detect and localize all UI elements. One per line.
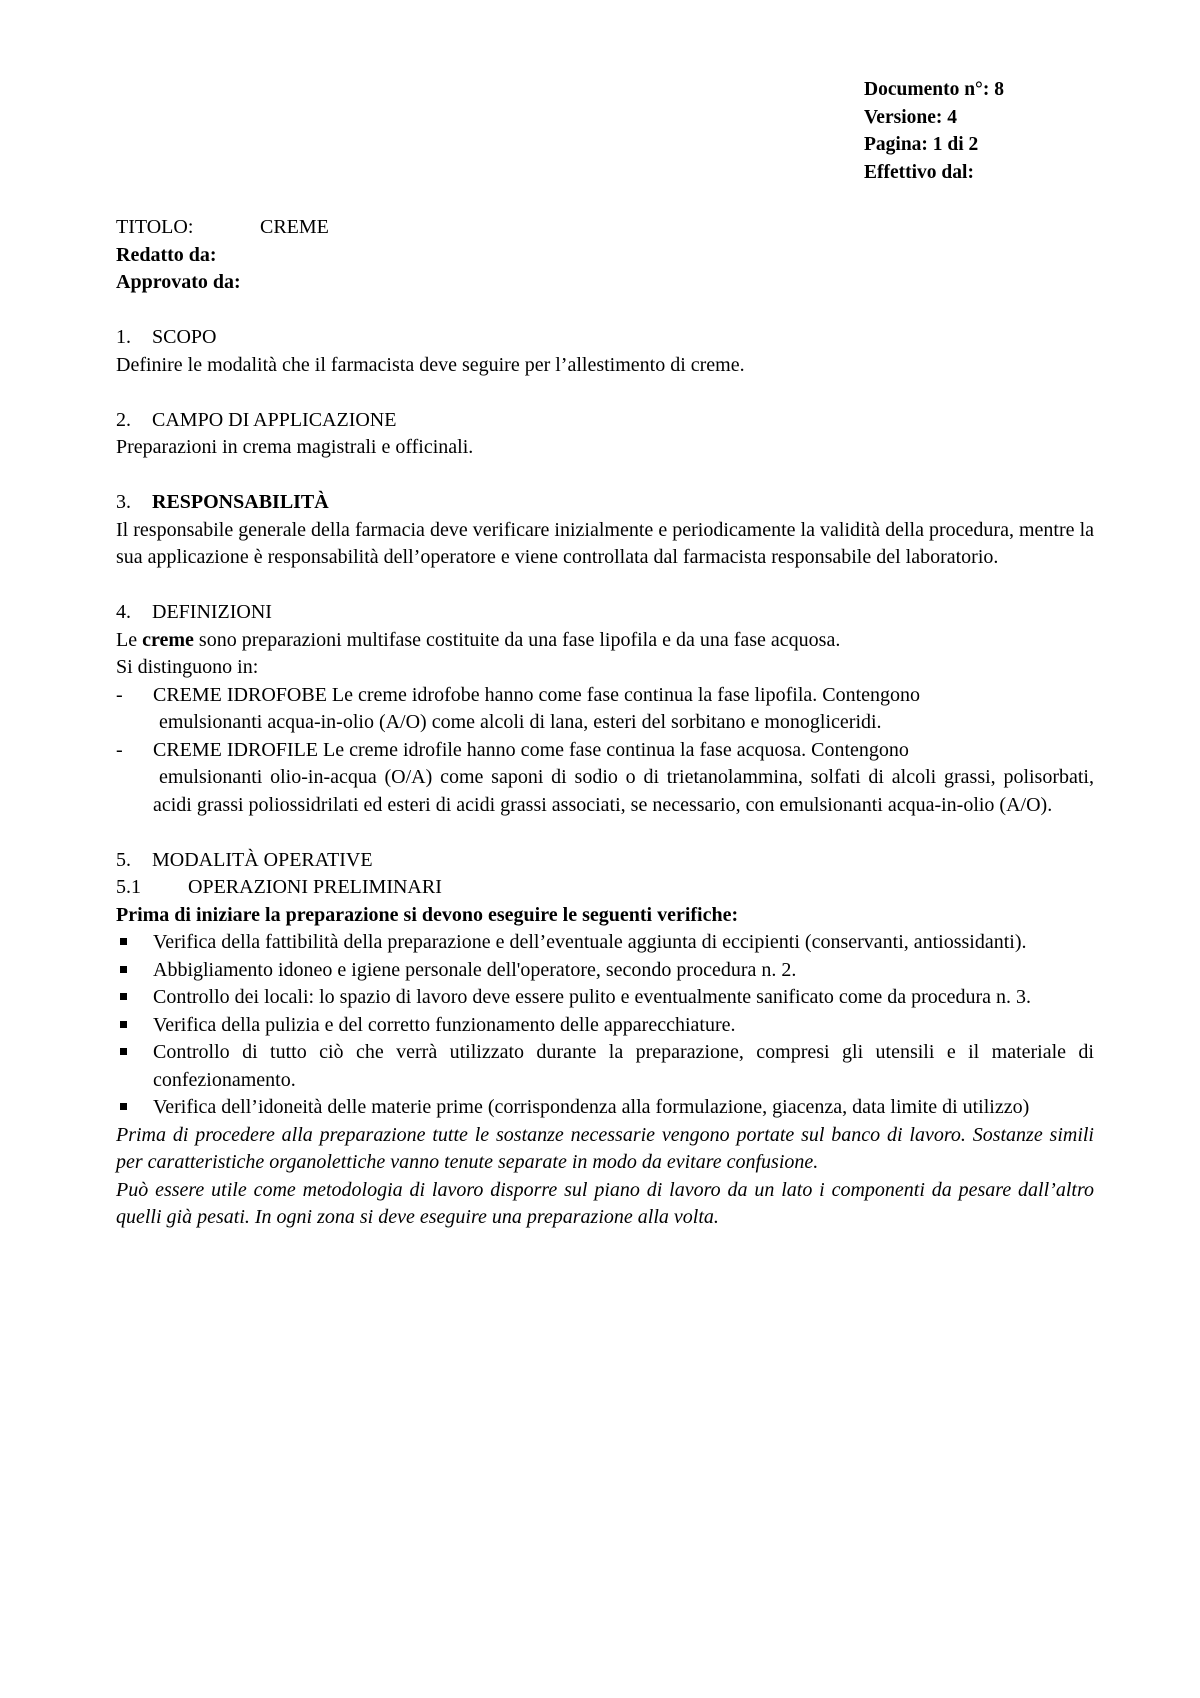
section-heading-campo — [116, 407, 1094, 435]
definizioni-intro: Le creme sono preparazioni multifase costituite da una fase lipofila e da una fase acquosa. — [116, 628, 841, 651]
section-number: 3. — [116, 491, 131, 513]
section-title: DEFINIZIONI — [152, 601, 272, 623]
square-bullet-icon — [120, 966, 127, 973]
title-label: TITOLO: — [116, 216, 194, 238]
title-value: CREME — [260, 216, 329, 238]
note-preparazione: Prima di procedere alla preparazione tutte le sostanze necessarie vengono portate sul banco di lavoro. Sostanze simili per caratteristiche organolettiche vanno tenute separate in modo da evitare confusione. — [116, 1123, 1094, 1173]
checks-list — [116, 929, 1094, 1122]
verifiche-lead: Prima di iniziare la preparazione si devono eseguire le seguenti verifiche: — [116, 903, 739, 926]
list-item: Verifica dell’idoneità delle materie prime (corrispondenza alla formulazione, giacenza, data limite di utilizzo) — [116, 1094, 1094, 1122]
section-text-campo: Preparazioni in crema magistrali e officinali. — [116, 436, 474, 458]
section-number: 5. — [116, 848, 131, 871]
section-number: 1. — [116, 326, 131, 348]
square-bullet-icon — [120, 1048, 127, 1055]
section-title: CAMPO DI APPLICAZIONE — [152, 408, 397, 431]
dash-bullet: - — [116, 738, 123, 761]
document-version: Versione: 4 — [864, 106, 957, 128]
section-number: 2. — [116, 408, 131, 431]
creme-types-list — [116, 682, 1094, 820]
section-heading-modalita — [116, 847, 1094, 875]
square-bullet-icon — [120, 938, 127, 945]
list-item: Abbigliamento idoneo e igiene personale dell'operatore, secondo procedura n. 2. — [116, 957, 1094, 985]
list-item: Controllo dei locali: lo spazio di lavoro deve essere pulito e eventualmente sanificato come da procedura n. 3. — [116, 984, 1094, 1012]
subsection-heading-preliminari — [116, 874, 1094, 902]
section-heading-definizioni — [116, 599, 1094, 627]
document-number: Documento n°: 8 — [864, 79, 1004, 100]
title-row — [116, 214, 1094, 242]
section-text-responsabilita: Il responsabile generale della farmacia deve verificare inizialmente e periodicamente la validità della procedura, mentre la sua applicazione è responsabilità dell’operatore e viene controllata dal farmacista responsabile del laboratorio. — [116, 518, 1094, 568]
redatto-label: Redatto da: — [116, 243, 217, 266]
section-title: SCOPO — [152, 326, 217, 348]
list-item: - CREME IDROFILE Le creme idrofile hanno come fase continua la fase acquosa. Contengono emulsionanti olio-in-acqua (O/A) come saponi di sodio o di trietanolammina, solfati di alcoli grassi, polisorbati, acidi grassi poliossidrilati ed esteri di acidi grassi associati, se necessario, con emulsionanti acqua-in-olio (A/O). — [116, 737, 1094, 820]
list-item: Controllo di tutto ciò che verrà utilizzato durante la preparazione, compresi gli utensili e il materiale di confezionamento. — [116, 1039, 1094, 1094]
section-heading-scopo — [116, 324, 1094, 352]
list-item: - CREME IDROFOBE Le creme idrofobe hanno come fase continua la fase lipofila. Contengono emulsionanti acqua-in-olio (A/O) come alcoli di lana, esteri del sorbitano e monogliceridi. — [116, 682, 1094, 737]
section-title: MODALITÀ OPERATIVE — [152, 848, 373, 871]
document-info-block — [864, 76, 1004, 186]
dash-bullet: - — [116, 683, 123, 706]
creme-term: creme — [142, 628, 194, 651]
section-number: 4. — [116, 601, 131, 623]
document-page-number: Pagina: 1 di 2 — [864, 134, 979, 155]
list-item: Verifica della fattibilità della preparazione e dell’eventuale aggiunta di eccipienti (conservanti, antiossidanti). — [116, 929, 1094, 957]
document-effective-date: Effettivo dal: — [864, 161, 974, 183]
square-bullet-icon — [120, 1103, 127, 1110]
document-body — [116, 214, 1094, 1232]
definizioni-distinguono: Si distinguono in: — [116, 656, 259, 678]
subsection-title: OPERAZIONI PRELIMINARI — [188, 876, 442, 898]
approvato-label: Approvato da: — [116, 271, 241, 293]
section-text-scopo: Definire le modalità che il farmacista deve seguire per l’allestimento di creme. — [116, 353, 745, 376]
square-bullet-icon — [120, 993, 127, 1000]
square-bullet-icon — [120, 1021, 127, 1028]
list-item: Verifica della pulizia e del corretto funzionamento delle apparecchiature. — [116, 1012, 1094, 1040]
note-metodologia: Può essere utile come metodologia di lavoro disporre sul piano di lavoro da un lato i componenti da pesare dall’altro quelli già pesati. In ogni zona si deve eseguire una preparazione alla volta. — [116, 1178, 1094, 1228]
section-heading-responsabilita — [116, 489, 1094, 517]
section-title: RESPONSABILITÀ — [152, 491, 329, 513]
subsection-number: 5.1 — [116, 876, 141, 898]
